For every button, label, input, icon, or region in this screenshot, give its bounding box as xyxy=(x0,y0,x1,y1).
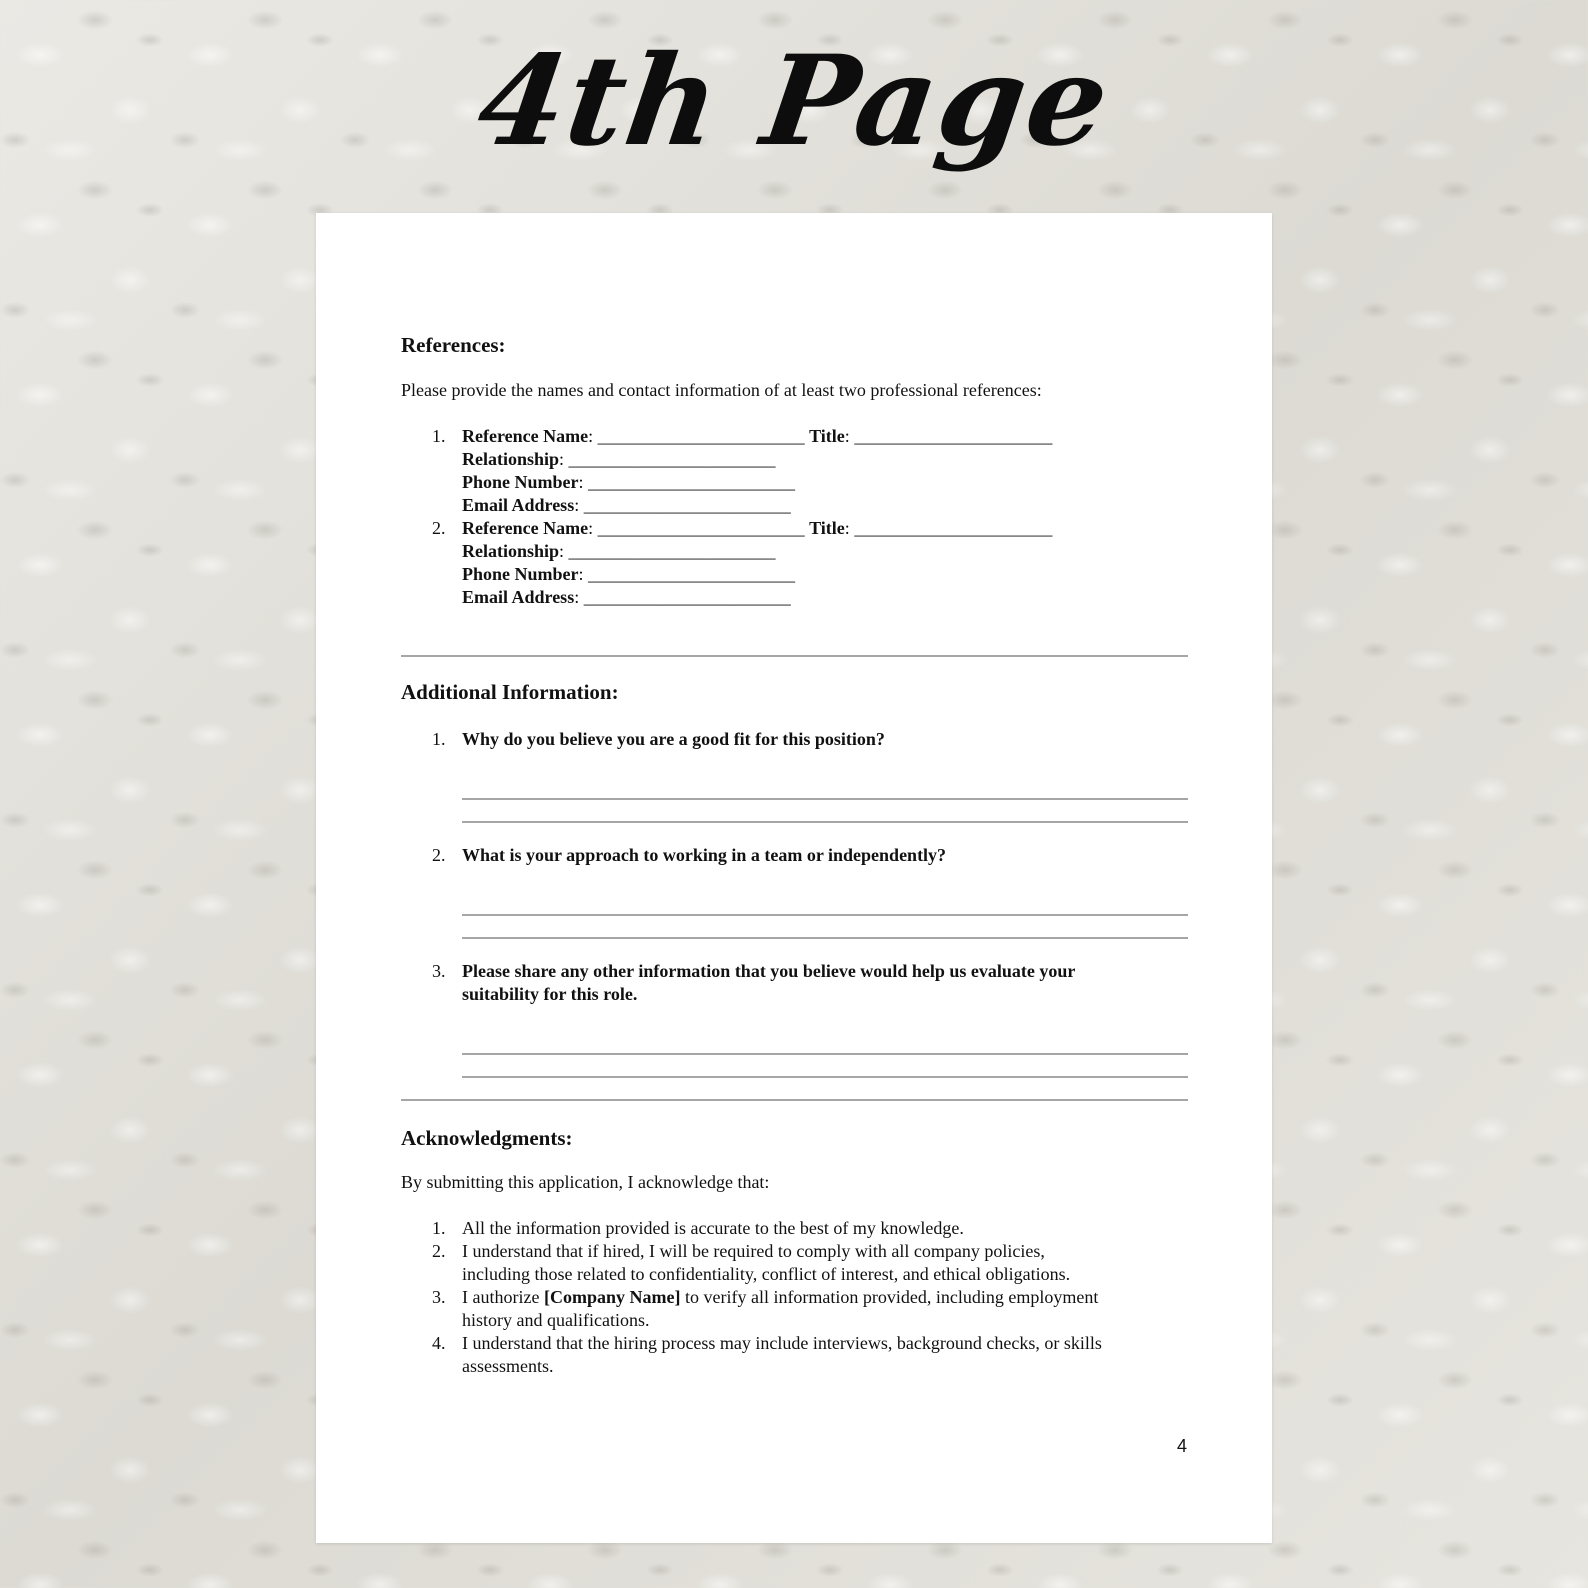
acknowledgment-text-line: I understand that if hired, I will be required to comply with all company policies, xyxy=(462,1241,1045,1261)
relationship-field[interactable]: _______________________ xyxy=(568,449,776,469)
company-name-placeholder: [Company Name] xyxy=(543,1287,681,1307)
acknowledgment-text-line: I understand that the hiring process may include interviews, background checks, or skills xyxy=(462,1333,1102,1353)
acknowledgment-text-line: All the information provided is accurate to the best of my knowledge. xyxy=(462,1218,964,1238)
section-divider xyxy=(401,655,1188,657)
acknowledgment-text-line: history and qualifications. xyxy=(462,1310,650,1330)
question-number: 3. xyxy=(432,961,446,981)
section-divider xyxy=(401,1099,1188,1101)
answer-line[interactable] xyxy=(462,821,1188,823)
question-number: 1. xyxy=(432,729,446,749)
phone-field[interactable]: _______________________ xyxy=(588,472,796,492)
phone-field[interactable]: _______________________ xyxy=(588,564,796,584)
relationship-label: Relationship xyxy=(462,541,560,561)
question-text: Why do you believe you are a good fit for this position? xyxy=(462,729,885,749)
reference-title-field[interactable]: ______________________ xyxy=(854,518,1053,538)
reference-number: 1. xyxy=(432,426,446,446)
answer-line[interactable] xyxy=(462,937,1188,939)
acknowledgment-number: 1. xyxy=(432,1218,446,1238)
question-number: 2. xyxy=(432,845,446,865)
answer-line[interactable] xyxy=(462,914,1188,916)
acknowledgment-number: 2. xyxy=(432,1241,446,1261)
answer-line[interactable] xyxy=(462,798,1188,800)
acknowledgment-number: 4. xyxy=(432,1333,446,1353)
answer-line[interactable] xyxy=(462,1053,1188,1055)
document-page: References: Please provide the names and contact information of at least two professional references: 1. Reference Name: _______________________ Title: ______________________ Relationship: _______________________ Phone Number: _______________________ Email Address: _______________________ 2. Reference Name: _______________________ Title: ______________________ Relationship: _______________________ Phone Number: _______________________ Email Address: _______________________ Additional Information: 1. Why do you believe you are a good fit for this position? 2. What is your approach to working in a team or independently? 3. Please share any other information that you believe would help us evaluate your suitability for this role. Acknowledgments: By submitting this application, I acknowledge that: 1. All the information provided is accurate to the best of my knowledge. 2. I understand that if hired, I will be required to comply with all company policies, including those related to confidentiality, conflict of interest, and ethical obligations. 3. I authorize [Company Name] to verify all information provided, including employment history and qualifications. 4. I understand that the hiring process may include interviews, background checks, or skills assessments. 4 xyxy=(316,213,1272,1543)
acknowledgments-heading: Acknowledgments: xyxy=(401,1126,573,1150)
page-number: 4 xyxy=(1176,1436,1187,1456)
email-label: Email Address xyxy=(462,587,575,607)
relationship-label: Relationship xyxy=(462,449,560,469)
acknowledgment-text-line: assessments. xyxy=(462,1356,554,1376)
references-intro: Please provide the names and contact information of at least two professional references: xyxy=(401,380,1042,400)
question-text: What is your approach to working in a team or independently? xyxy=(462,845,947,865)
acknowledgment-text-line: including those related to confidentiality, conflict of interest, and ethical obligations. xyxy=(462,1264,1071,1284)
reference-title-field[interactable]: ______________________ xyxy=(854,426,1053,446)
question-text-line: suitability for this role. xyxy=(462,984,638,1004)
acknowledgments-intro: By submitting this application, I acknowledge that: xyxy=(401,1172,770,1192)
email-field[interactable]: _______________________ xyxy=(583,495,791,515)
banner-title: 4th Page xyxy=(469,29,1119,174)
reference-name-label: Reference Name xyxy=(462,426,589,446)
reference-name-label: Reference Name xyxy=(462,518,589,538)
reference-title-label: Title xyxy=(809,518,845,538)
email-label: Email Address xyxy=(462,495,575,515)
question-text-line: Please share any other information that you believe would help us evaluate your xyxy=(462,961,1076,981)
reference-title-label: Title xyxy=(809,426,845,446)
email-field[interactable]: _______________________ xyxy=(583,587,791,607)
acknowledgment-text-line xyxy=(462,1286,1188,1309)
phone-label: Phone Number xyxy=(462,472,579,492)
phone-label: Phone Number xyxy=(462,564,579,584)
references-heading: References: xyxy=(401,333,506,357)
ack-text-post: to verify all information provided, including employment xyxy=(680,1287,1099,1307)
reference-name-field[interactable]: _______________________ xyxy=(597,518,805,538)
ack-text-pre: I authorize xyxy=(462,1287,544,1307)
reference-number: 2. xyxy=(432,518,446,538)
acknowledgment-number: 3. xyxy=(432,1287,446,1307)
relationship-field[interactable]: _______________________ xyxy=(568,541,776,561)
answer-line[interactable] xyxy=(462,1076,1188,1078)
reference-name-field[interactable]: _______________________ xyxy=(597,426,805,446)
additional-heading: Additional Information: xyxy=(401,680,619,704)
